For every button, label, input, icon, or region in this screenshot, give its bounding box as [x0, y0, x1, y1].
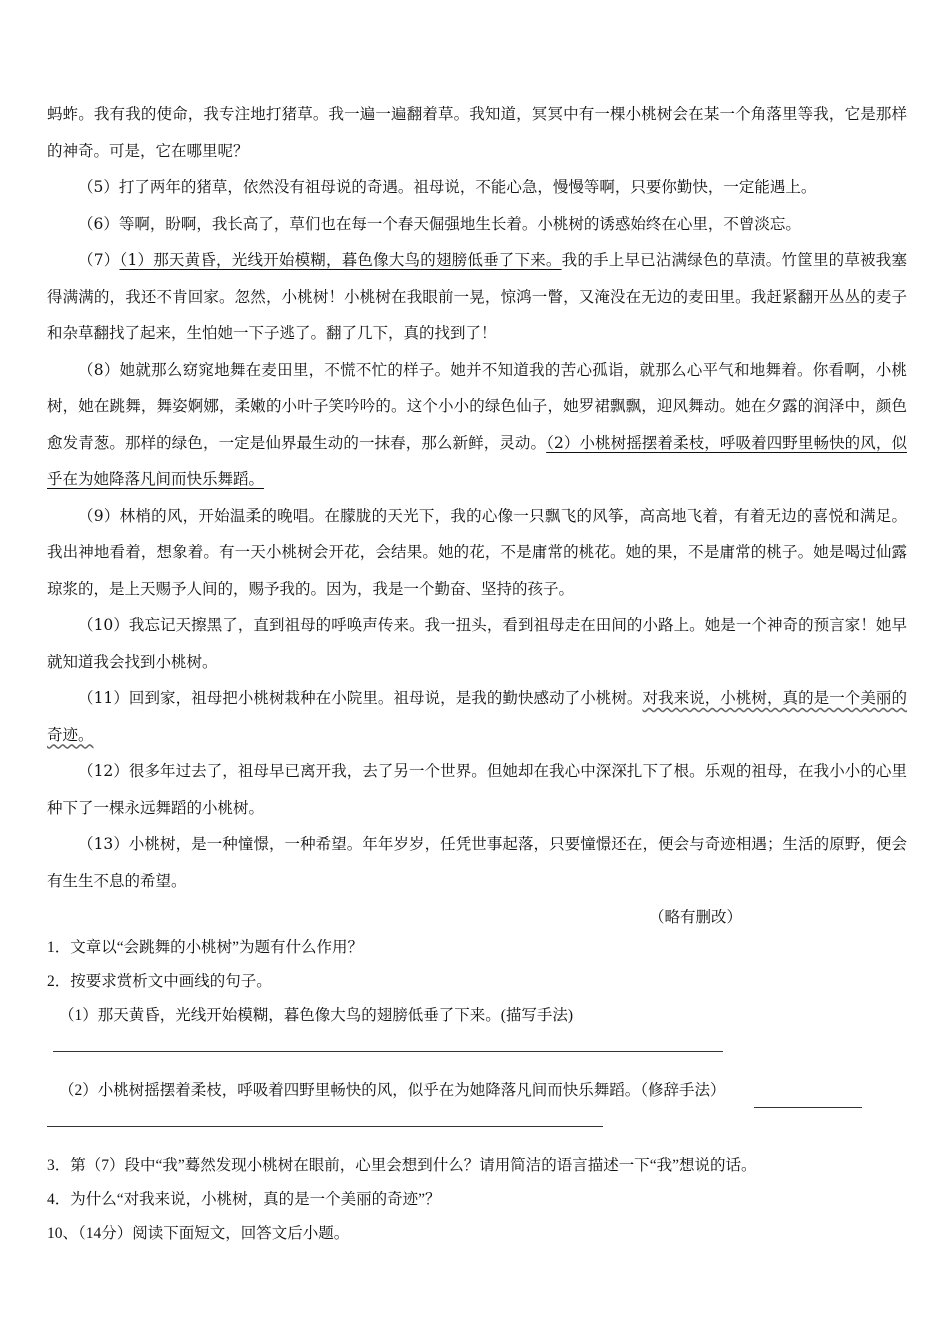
- answer-line-2-1[interactable]: [53, 1033, 723, 1052]
- question-1: 1．文章以“会跳舞的小桃树”为题有什么作用？: [47, 939, 364, 956]
- paragraph-12: （12）很多年过去了，祖母早已离开我，去了另一个世界。但她却在我心中深深扎下了根。乐观的祖母，在我小小的心里种下了一棵永远舞蹈的小桃树。: [47, 762, 907, 817]
- source-note: （略有删改）: [648, 908, 742, 926]
- question-10-heading: 10、（14分）阅读下面短文，回答文后小题。: [47, 1225, 350, 1242]
- wavy-underlined-sentence: 对我来说，小桃树，真的是一个美丽的奇迹。: [47, 689, 907, 744]
- paragraph-continued: 蚂蚱。我有我的使命，我专注地打猪草。我一遍一遍翻着草。我知道，冥冥中有一棵小桃树会在某一个角落里等我，它是那样的神奇。可是，它在哪里呢？: [47, 105, 907, 160]
- question-2-1: （1）那天黄昏，光线开始模糊，暮色像大鸟的翅膀低垂了下来。(描写手法): [59, 1007, 574, 1024]
- answer-blank-2-2[interactable]: [754, 1091, 862, 1108]
- paragraph-10: （10）我忘记天擦黑了，直到祖母的呼唤声传来。我一扭头，看到祖母走在田间的小路上。她是一个神奇的预言家！她早就知道我会找到小桃树。: [47, 616, 907, 671]
- question-2-2: [47, 1074, 907, 1108]
- question-4: 4．为什么“对我来说，小桃树，真的是一个美丽的奇迹”？: [47, 1191, 441, 1208]
- paragraph-8-text: （8）她就那么窈窕地舞在麦田里，不慌不忙的样子。她并不知道我的苦心孤诣，就那么心平气和地舞着。你看啊，小桃树，她在跳舞，舞姿婀娜，柔嫩的小叶子笑吟吟的。这个小小的绿色仙子，她罗裙飘飘，迎风舞动。她在夕露的润泽中，颜色愈发青葱。那样的绿色，一定是仙界最生动的一抹春，那么新鲜，灵动。: [47, 360, 907, 452]
- answer-line-2-2[interactable]: [47, 1108, 603, 1127]
- paragraph-7-text: 我的手上早已沾满绿色的草渍。竹筐里的草被我塞得满满的，我还不肯回家。忽然，小桃树！小桃树在我眼前一晃，惊鸿一瞥，又淹没在无边的麦田里。我赶紧翻开丛丛的麦子和杂草翻找了起来，生怕她一下子逃了。翻了几下，真的找到了！: [47, 251, 907, 342]
- paragraph-11-text: （11）回到家，祖母把小桃树栽种在小院里。祖母说，是我的勤快感动了小桃树。: [78, 689, 643, 707]
- paragraph-8: [47, 352, 907, 498]
- paragraph-11: [47, 680, 907, 753]
- document-page: [47, 96, 907, 1251]
- paragraph-7: [47, 242, 907, 352]
- question-2-2-text: （2）小桃树摇摆着柔枝，呼吸着四野里畅快的风，似乎在为她降落凡间而快乐舞蹈。（修辞手法）: [59, 1082, 726, 1099]
- paragraph-5: （5）打了两年的猪草，依然没有祖母说的奇遇。祖母说，不能心急，慢慢等啊，只要你勤快，一定能遇上。: [78, 178, 817, 196]
- question-3: 3．第（7）段中“我”蓦然发现小桃树在眼前，心里会想到什么？请用简洁的语言描述一下“我”想说的话。: [47, 1157, 757, 1174]
- paragraph-9: （9）林梢的风，开始温柔的晚唱。在朦胧的天光下，我的心像一只飘飞的风筝，高高地飞着，有着无边的喜悦和满足。我出神地看着，想象着。有一天小桃树会开花，会结果。她的花，不是庸常的桃花。她的果，不是庸常的桃子。她是喝过仙露琼浆的，是上天赐予人间的，赐予我的。因为，我是一个勤奋、坚持的孩子。: [47, 506, 907, 598]
- underlined-sentence-2: （2）小桃树摇摆着柔枝，呼吸着四野里畅快的风，似乎在为她降落凡间而快乐舞蹈。: [47, 433, 907, 488]
- paragraph-7-number: （7）: [78, 251, 120, 269]
- underlined-sentence-1: （1）那天黄昏，光线开始模糊，暮色像大鸟的翅膀低垂了下来。: [119, 251, 562, 269]
- question-2: 2．按要求赏析文中画线的句子。: [47, 973, 272, 990]
- paragraph-6: （6）等啊，盼啊，我长高了，草们也在每一个春天倔强地生长着。小桃树的诱惑始终在心里，不曾淡忘。: [78, 214, 801, 233]
- paragraph-13: （13）小桃树，是一种憧憬，一种希望。年年岁岁，任凭世事起落，只要憧憬还在，便会与奇迹相遇；生活的原野，便会有生生不息的希望。: [47, 835, 907, 890]
